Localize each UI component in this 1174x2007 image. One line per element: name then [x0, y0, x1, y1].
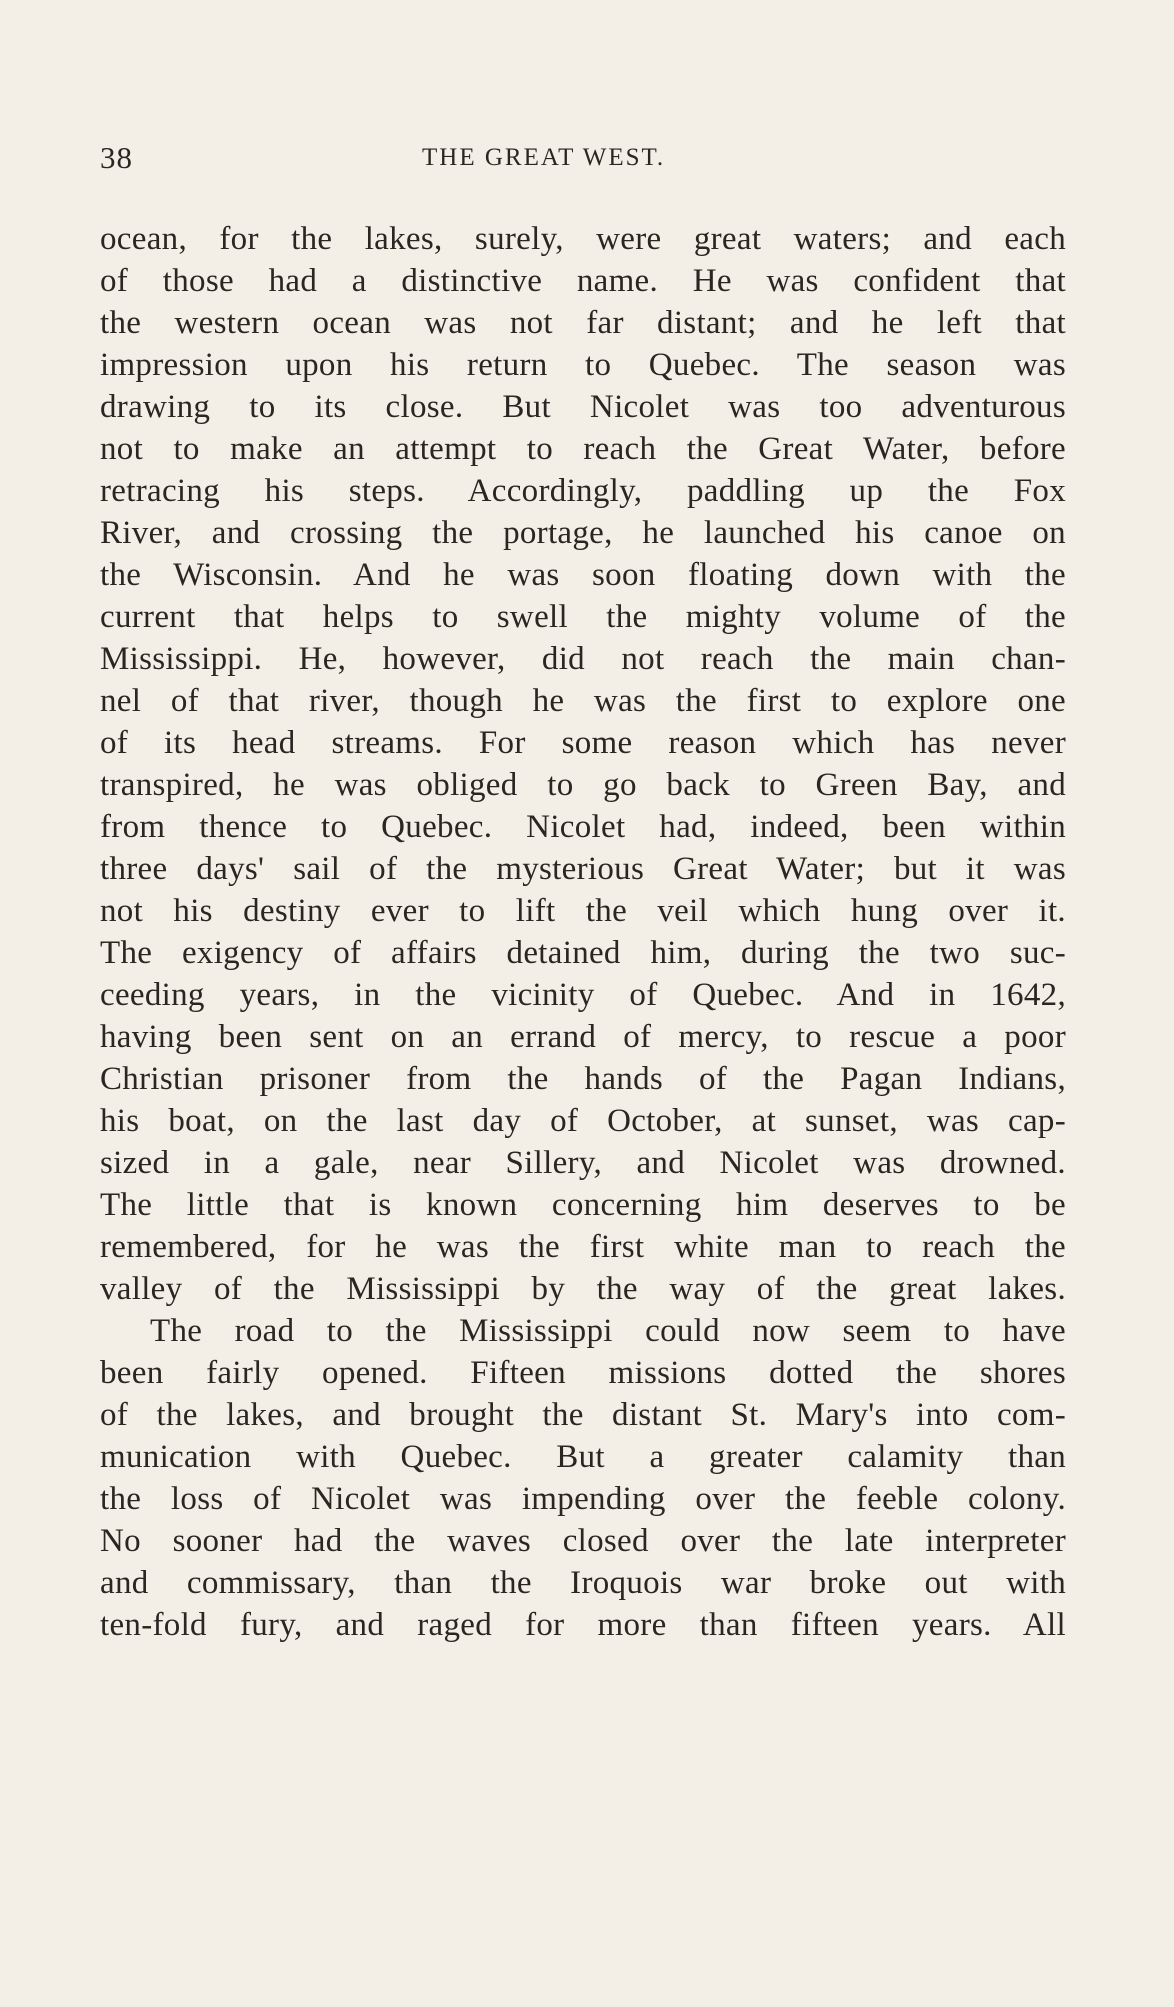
text-line: drawing to its close. But Nicolet was too adventurous [100, 389, 1066, 425]
text-line: Mississippi. He, however, did not reach the main chan- [100, 641, 1066, 677]
text-line: of those had a distinctive name. He was confident that [100, 263, 1066, 299]
text-line: his boat, on the last day of October, at sunset, was cap- [100, 1103, 1066, 1139]
text-line: been fairly opened. Fifteen missions dotted the shores [100, 1355, 1066, 1391]
page-number: 38 [100, 140, 133, 175]
text-line: ocean, for the lakes, surely, were great waters; and each [100, 221, 1066, 257]
text-line: No sooner had the waves closed over the late interpreter [100, 1523, 1066, 1559]
text-line: from thence to Quebec. Nicolet had, indeed, been within [100, 809, 1066, 845]
text-line: valley of the Mississippi by the way of the great lakes. [100, 1271, 1066, 1307]
text-line: Christian prisoner from the hands of the Pagan Indians, [100, 1061, 1066, 1097]
text-line: River, and crossing the portage, he launched his canoe on [100, 515, 1066, 551]
text-line: the western ocean was not far distant; and he left that [100, 305, 1066, 341]
text-line: of the lakes, and brought the distant St. Mary's into com- [100, 1397, 1066, 1433]
text-line: not to make an attempt to reach the Great Water, before [100, 431, 1066, 467]
text-line: nel of that river, though he was the first to explore one [100, 683, 1066, 719]
text-line: of its head streams. For some reason which has never [100, 725, 1066, 761]
text-line: not his destiny ever to lift the veil which hung over it. [100, 893, 1066, 929]
text-line: three days' sail of the mysterious Great Water; but it was [100, 851, 1066, 887]
text-line: sized in a gale, near Sillery, and Nicolet was drowned. [100, 1145, 1066, 1181]
text-line: the loss of Nicolet was impending over the feeble colony. [100, 1481, 1066, 1517]
text-line: remembered, for he was the first white man to reach the [100, 1229, 1066, 1265]
text-line: retracing his steps. Accordingly, paddling up the Fox [100, 473, 1066, 509]
running-head [100, 140, 1066, 180]
text-line: impression upon his return to Quebec. The season was [100, 347, 1066, 383]
text-line: The exigency of affairs detained him, during the two suc- [100, 935, 1066, 971]
text-line: transpired, he was obliged to go back to Green Bay, and [100, 767, 1066, 803]
text-line: munication with Quebec. But a greater calamity than [100, 1439, 1066, 1475]
text-line: ceeding years, in the vicinity of Quebec. And in 1642, [100, 977, 1066, 1013]
text-line: the Wisconsin. And he was soon floating down with the [100, 557, 1066, 593]
text-line: and commissary, than the Iroquois war broke out with [100, 1565, 1066, 1601]
text-line: The road to the Mississippi could now seem to have [150, 1313, 1066, 1349]
text-line: The little that is known concerning him deserves to be [100, 1187, 1066, 1223]
body-text [100, 218, 1066, 1646]
running-title: THE GREAT WEST. [422, 144, 666, 171]
text-line: ten-fold fury, and raged for more than fifteen years. All [100, 1607, 1066, 1643]
text-line: current that helps to swell the mighty volume of the [100, 599, 1066, 635]
text-line: having been sent on an errand of mercy, to rescue a poor [100, 1019, 1066, 1055]
